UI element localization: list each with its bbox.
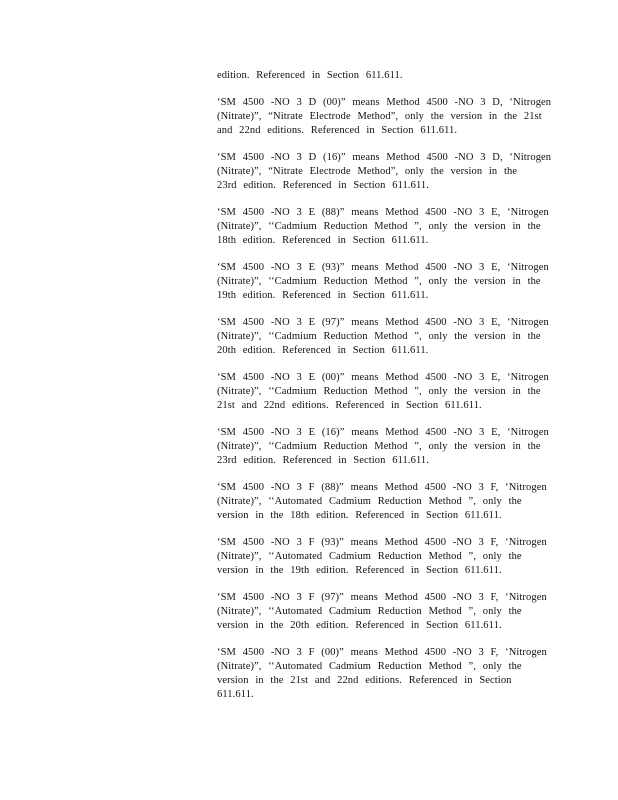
paragraph-8 xyxy=(217,426,549,468)
paragraph-line: ‘SM 4500 -NO 3 E (00)” means Method 4500 -NO 3 E, ‘Nitrogen xyxy=(217,372,549,383)
paragraph-line: ‘SM 4500 -NO 3 E (93)” means Method 4500 -NO 3 E, ‘Nitrogen xyxy=(217,262,549,273)
paragraph-5 xyxy=(217,261,549,303)
paragraph-line: version in the 21st and 22nd editions. Referenced in Section xyxy=(217,675,512,686)
paragraph-line: 18th edition. Referenced in Section 611.611. xyxy=(217,235,429,246)
paragraph-line: ‘SM 4500 -NO 3 E (97)” means Method 4500 -NO 3 E, ‘Nitrogen xyxy=(217,317,549,328)
paragraph-line: ‘SM 4500 -NO 3 D (00)” means Method 4500 -NO 3 D, ‘Nitrogen xyxy=(217,97,552,108)
paragraph-12 xyxy=(217,646,547,702)
paragraph-6 xyxy=(217,316,549,358)
paragraph-line: (Nitrate)”, ‘‘Cadmium Reduction Method ”, only the version in the xyxy=(217,221,541,232)
paragraph-line: ‘SM 4500 -NO 3 F (93)” means Method 4500 -NO 3 F, ‘Nitrogen xyxy=(217,537,547,548)
paragraph-line: (Nitrate)”, “Nitrate Electrode Method”, only the version in the 21st xyxy=(217,111,542,122)
paragraph-line: 20th edition. Referenced in Section 611.611. xyxy=(217,345,429,356)
paragraph-line: 21st and 22nd editions. Referenced in Section 611.611. xyxy=(217,400,482,411)
paragraph-line: ‘SM 4500 -NO 3 E (16)” means Method 4500 -NO 3 E, ‘Nitrogen xyxy=(217,427,549,438)
paragraph-line: ‘SM 4500 -NO 3 F (88)” means Method 4500 -NO 3 F, ‘Nitrogen xyxy=(217,482,547,493)
paragraph-line: version in the 18th edition. Referenced in Section 611.611. xyxy=(217,510,502,521)
paragraph-line: ‘SM 4500 -NO 3 E (88)” means Method 4500 -NO 3 E, ‘Nitrogen xyxy=(217,207,549,218)
paragraph-line: (Nitrate)”, ‘‘Cadmium Reduction Method ”, only the version in the xyxy=(217,386,541,397)
paragraph-line: (Nitrate)”, ‘‘Cadmium Reduction Method ”, only the version in the xyxy=(217,441,541,452)
paragraph-line: 19th edition. Referenced in Section 611.611. xyxy=(217,290,429,301)
document-body xyxy=(217,69,552,715)
paragraph-line: ‘SM 4500 -NO 3 F (00)” means Method 4500 -NO 3 F, ‘Nitrogen xyxy=(217,647,547,658)
paragraph-line: (Nitrate)”, ‘‘Automated Cadmium Reduction Method ”, only the xyxy=(217,661,522,672)
paragraph-line: version in the 20th edition. Referenced in Section 611.611. xyxy=(217,620,502,631)
paragraph-line: (Nitrate)”, ‘‘Cadmium Reduction Method ”, only the version in the xyxy=(217,331,541,342)
paragraph-line: (Nitrate)”, “Nitrate Electrode Method”, only the version in the xyxy=(217,166,518,177)
paragraph-line: (Nitrate)”, ‘‘Cadmium Reduction Method ”, only the version in the xyxy=(217,276,541,287)
paragraph-9 xyxy=(217,481,547,523)
paragraph-2 xyxy=(217,96,552,138)
paragraph-line: (Nitrate)”, ‘‘Automated Cadmium Reduction Method ”, only the xyxy=(217,496,522,507)
paragraph-line: 23rd edition. Referenced in Section 611.611. xyxy=(217,180,429,191)
paragraph-line: and 22nd editions. Referenced in Section 611.611. xyxy=(217,125,458,136)
paragraph-line: (Nitrate)”, ‘‘Automated Cadmium Reduction Method ”, only the xyxy=(217,551,522,562)
paragraph-3 xyxy=(217,151,552,193)
paragraph-1 xyxy=(217,69,543,83)
paragraph-4 xyxy=(217,206,549,248)
paragraph-10 xyxy=(217,536,547,578)
paragraph-line: version in the 19th edition. Referenced in Section 611.611. xyxy=(217,565,502,576)
paragraph-11 xyxy=(217,591,547,633)
paragraph-line: 611.611. xyxy=(217,689,254,700)
paragraph-line: edition. Referenced in Section 611.611. xyxy=(217,70,403,81)
paragraph-line: ‘SM 4500 -NO 3 D (16)” means Method 4500 -NO 3 D, ‘Nitrogen xyxy=(217,152,552,163)
paragraph-line: (Nitrate)”, ‘‘Automated Cadmium Reduction Method ”, only the xyxy=(217,606,522,617)
paragraph-7 xyxy=(217,371,549,413)
paragraph-line: ‘SM 4500 -NO 3 F (97)” means Method 4500 -NO 3 F, ‘Nitrogen xyxy=(217,592,547,603)
paragraph-line: 23rd edition. Referenced in Section 611.611. xyxy=(217,455,429,466)
